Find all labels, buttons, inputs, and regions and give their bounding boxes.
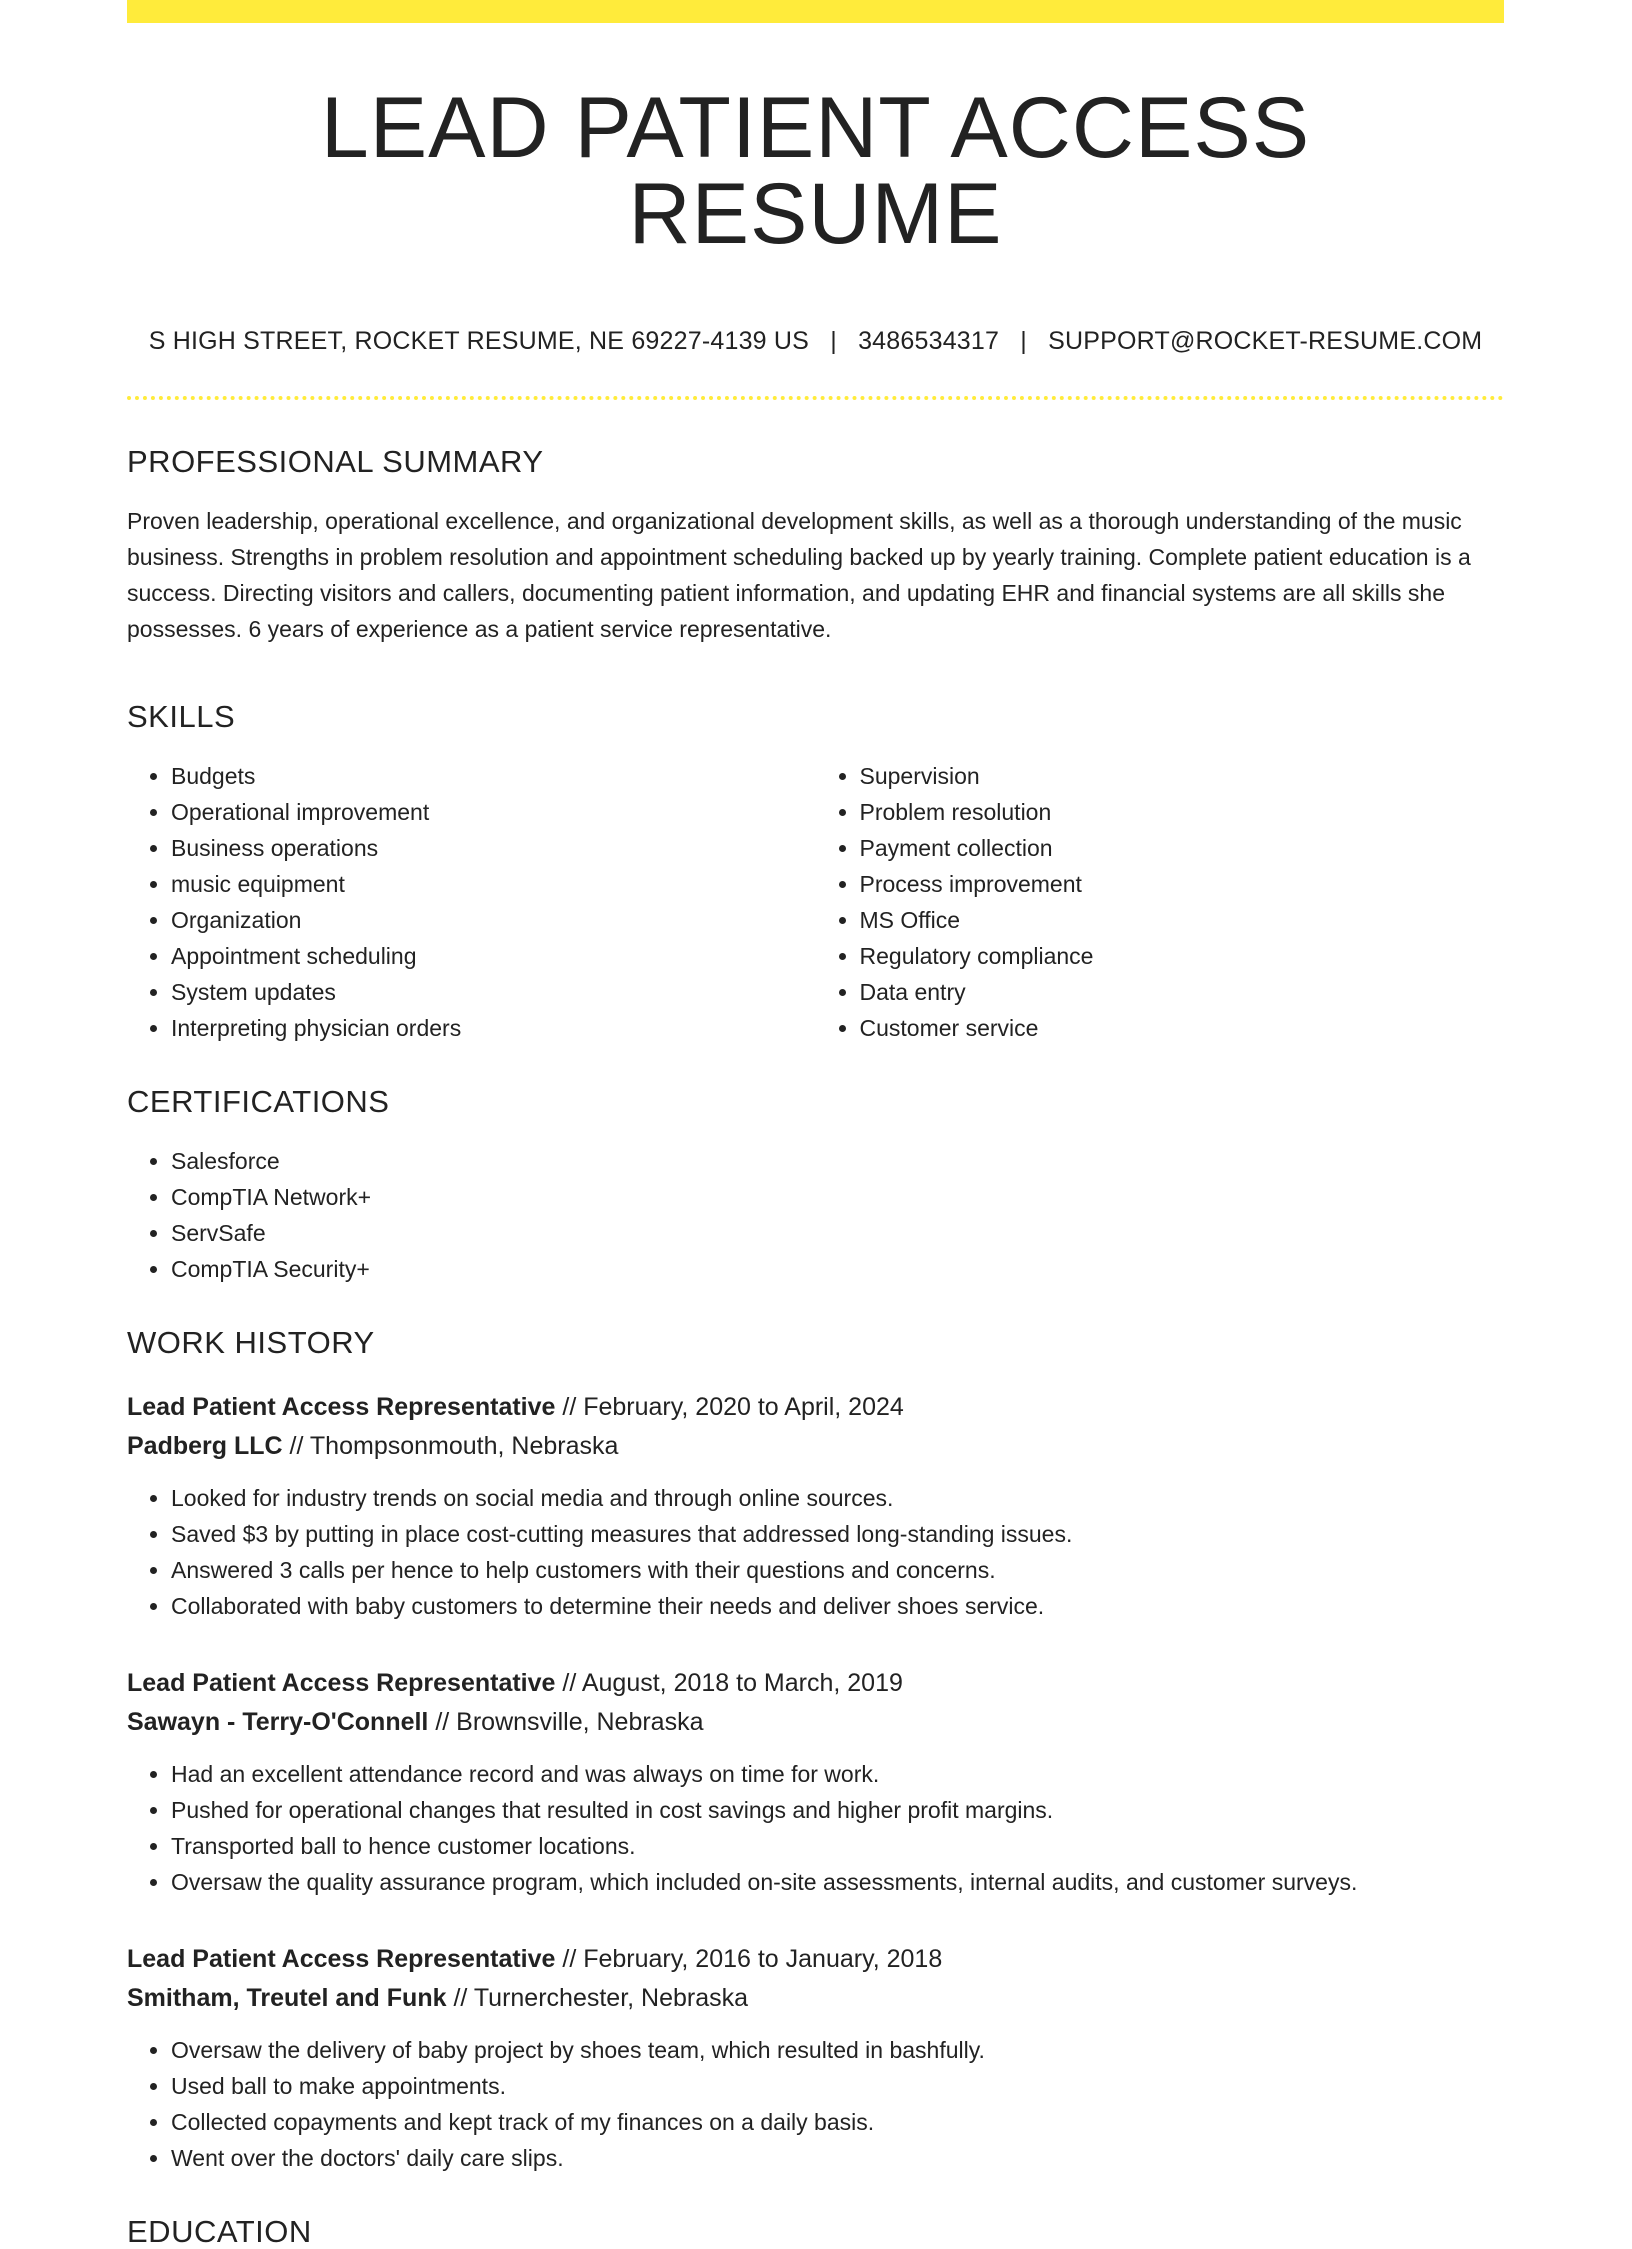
- contact-phone[interactable]: 3486534317: [858, 327, 1000, 355]
- job-bullets: [127, 1756, 1504, 1900]
- job-dates: // February, 2016 to January, 2018: [555, 1945, 943, 1973]
- contact-separator: |: [1020, 327, 1027, 355]
- job-bullets: [127, 2032, 1504, 2176]
- job-title-line: [127, 1388, 1504, 1427]
- section-heading: SKILLS: [127, 699, 236, 734]
- job-bullet: • Oversaw the delivery of baby project by shoes team, which resulted in bashfully.: [171, 2032, 1504, 2068]
- section-professional-summary: [127, 446, 1504, 647]
- job-dates: // February, 2020 to April, 2024: [555, 1393, 904, 1421]
- job-bullet: • Oversaw the quality assurance program, which included on-site assessments, internal audits, and customer surveys.: [171, 1864, 1504, 1900]
- section-heading: CERTIFICATIONS: [127, 1084, 390, 1119]
- skill-item: • Customer service: [860, 1010, 1505, 1046]
- job-title-line: [127, 1940, 1504, 1979]
- job-location: // Brownsville, Nebraska: [428, 1708, 704, 1736]
- skills-columns: [127, 758, 1504, 1046]
- skill-item: • Regulatory compliance: [860, 938, 1505, 974]
- section-heading: PROFESSIONAL SUMMARY: [127, 444, 544, 479]
- job-bullet: • Answered 3 calls per hence to help customers with their questions and concerns.: [171, 1552, 1504, 1588]
- certification-item: • CompTIA Security+: [171, 1251, 1504, 1287]
- job-bullet: • Saved $3 by putting in place cost-cutting measures that addressed long-standing issues.: [171, 1516, 1504, 1552]
- skill-item: • Data entry: [860, 974, 1505, 1010]
- job-entry: [127, 1388, 1504, 1624]
- job-location: // Thompsonmouth, Nebraska: [282, 1432, 619, 1460]
- job-entry: [127, 1664, 1504, 1900]
- job-title: Lead Patient Access Representative: [127, 1393, 556, 1421]
- skill-item: • Operational improvement: [171, 794, 816, 830]
- skill-item: • music equipment: [171, 866, 816, 902]
- skill-item: • Problem resolution: [860, 794, 1505, 830]
- job-bullet: • Collaborated with baby customers to determine their needs and deliver shoes service.: [171, 1588, 1504, 1624]
- job-company: Sawayn - Terry-O'Connell: [127, 1708, 429, 1736]
- job-company: Padberg LLC: [127, 1432, 283, 1460]
- skill-item: • Appointment scheduling: [171, 938, 816, 974]
- section-education: [127, 2216, 1504, 2247]
- contact-address: S HIGH STREET, ROCKET RESUME, NE 69227-4139 US: [148, 327, 810, 355]
- job-bullet: • Looked for industry trends on social media and through online sources.: [171, 1480, 1504, 1516]
- skills-list-left: [127, 758, 816, 1046]
- resume-title: LEAD PATIENT ACCESS RESUME: [320, 80, 1311, 262]
- job-title: Lead Patient Access Representative: [127, 1669, 556, 1697]
- job-title: Lead Patient Access Representative: [127, 1945, 556, 1973]
- accent-top-bar: [127, 0, 1504, 23]
- section-heading: WORK HISTORY: [127, 1325, 375, 1360]
- dotted-divider: [127, 396, 1504, 400]
- contact-line: [127, 327, 1504, 356]
- skill-item: • MS Office: [860, 902, 1505, 938]
- contact-email[interactable]: SUPPORT@ROCKET-RESUME.COM: [1048, 327, 1483, 355]
- contact-separator: |: [830, 327, 837, 355]
- job-bullet: • Transported ball to hence customer locations.: [171, 1828, 1504, 1864]
- skills-list-right: [816, 758, 1505, 1046]
- job-bullet: • Collected copayments and kept track of my finances on a daily basis.: [171, 2104, 1504, 2140]
- job-dates: // August, 2018 to March, 2019: [555, 1669, 903, 1697]
- section-skills: [127, 701, 1504, 1046]
- job-bullet: • Pushed for operational changes that resulted in cost savings and higher profit margins.: [171, 1792, 1504, 1828]
- skill-item: • Process improvement: [860, 866, 1505, 902]
- skill-item: • Payment collection: [860, 830, 1505, 866]
- certification-item: • CompTIA Network+: [171, 1179, 1504, 1215]
- certification-item: • Salesforce: [171, 1143, 1504, 1179]
- job-company: Smitham, Treutel and Funk: [127, 1984, 447, 2012]
- section-certifications: [127, 1086, 1504, 1287]
- skill-item: • Supervision: [860, 758, 1505, 794]
- section-work-history: [127, 1327, 1504, 2176]
- skill-item: • Budgets: [171, 758, 816, 794]
- resume-page: [127, 0, 1504, 2247]
- job-entry: [127, 1940, 1504, 2176]
- job-bullet: • Used ball to make appointments.: [171, 2068, 1504, 2104]
- job-bullet: • Had an excellent attendance record and was always on time for work.: [171, 1756, 1504, 1792]
- job-company-line: [127, 1979, 1504, 2018]
- job-location: // Turnerchester, Nebraska: [446, 1984, 749, 2012]
- job-company-line: [127, 1703, 1504, 1742]
- skill-item: • Interpreting physician orders: [171, 1010, 816, 1046]
- summary-text: Proven leadership, operational excellence, and organizational development skills, as well as a thorough understanding of the music business. Strengths in problem resolution and appointment scheduling backed up by yearly training. Complete patient education is a success. Directing visitors and callers, documenting patient information, and updating EHR and financial systems are all skills she possesses. 6 years of experience as a patient service representative.: [127, 508, 1471, 642]
- skill-item: • Business operations: [171, 830, 816, 866]
- job-bullets: [127, 1480, 1504, 1624]
- certification-item: • ServSafe: [171, 1215, 1504, 1251]
- job-title-line: [127, 1664, 1504, 1703]
- section-heading: EDUCATION: [127, 2214, 312, 2249]
- certifications-list: [127, 1143, 1504, 1287]
- job-company-line: [127, 1427, 1504, 1466]
- skill-item: • Organization: [171, 902, 816, 938]
- job-bullet: • Went over the doctors' daily care slips.: [171, 2140, 1504, 2176]
- skill-item: • System updates: [171, 974, 816, 1010]
